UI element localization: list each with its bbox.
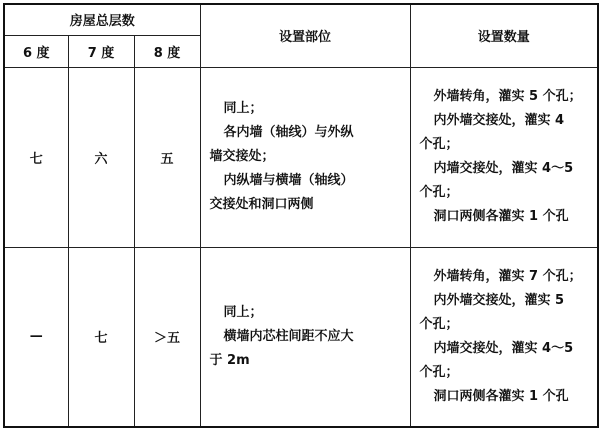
- row1-8-degree-value: 五: [134, 67, 200, 247]
- core-column-spec-table: [3, 3, 599, 428]
- row1-quantity-line: 内外墙交接处，灌实 4: [433, 113, 565, 128]
- row2-location-cell: [200, 247, 410, 427]
- row1-6-degree-value: 七: [4, 67, 68, 247]
- row2-quantity-line: 洞口两侧各灌实 1 个孔: [433, 388, 569, 404]
- row1-quantity-line: 洞口两侧各灌实 1 个孔: [433, 209, 569, 224]
- header-row-1: [4, 4, 598, 35]
- row2-7-degree-value: 七: [68, 247, 134, 427]
- header-8-degree: 8 度: [134, 35, 200, 67]
- row1-location-line: 交接处和洞口两侧: [209, 197, 314, 212]
- row2-quantity-line: 个孔；: [419, 364, 459, 380]
- row2-location-line: 同上；: [223, 304, 263, 320]
- table-row: [4, 247, 598, 427]
- row1-quantity-cell: [410, 67, 598, 247]
- header-7-degree: 7 度: [68, 35, 134, 67]
- row2-location-line: 横墙内芯柱间距不应大: [223, 328, 354, 344]
- row2-quantity-line: 外墙转角，灌实 7 个孔；: [433, 268, 582, 284]
- row1-location-cell: [200, 67, 410, 247]
- row1-quantity-line: 内墙交接处，灌实 4～5: [433, 161, 574, 176]
- header-location: 设置部位: [200, 4, 410, 67]
- row1-quantity-line: 外墙转角，灌实 5 个孔；: [433, 89, 582, 104]
- row1-location-line: 内纵墙与横墙（轴线）: [223, 173, 354, 188]
- row1-7-degree-value: 六: [68, 67, 134, 247]
- row2-quantity-cell: [410, 247, 598, 427]
- header-quantity: 设置数量: [410, 4, 598, 67]
- row1-quantity-line: 个孔；: [419, 137, 459, 152]
- row2-location-line: 于 2m: [209, 352, 250, 368]
- row2-quantity-line: 内外墙交接处，灌实 5: [433, 292, 565, 308]
- row1-quantity-line: 个孔；: [419, 185, 459, 200]
- row2-6-degree-value: —: [4, 247, 68, 427]
- row2-8-degree-value: ＞五: [134, 247, 200, 427]
- header-6-degree: 6 度: [4, 35, 68, 67]
- row2-quantity-line: 内墙交接处，灌实 4～5: [433, 340, 574, 356]
- table-row: [4, 67, 598, 247]
- row1-location-line: 同上；: [223, 101, 263, 116]
- row1-location-line: 各内墙（轴线）与外纵: [223, 125, 354, 140]
- row1-location-line: 墙交接处；: [209, 149, 275, 164]
- header-total-floors: 房屋总层数: [4, 4, 200, 35]
- row2-quantity-line: 个孔；: [419, 316, 459, 332]
